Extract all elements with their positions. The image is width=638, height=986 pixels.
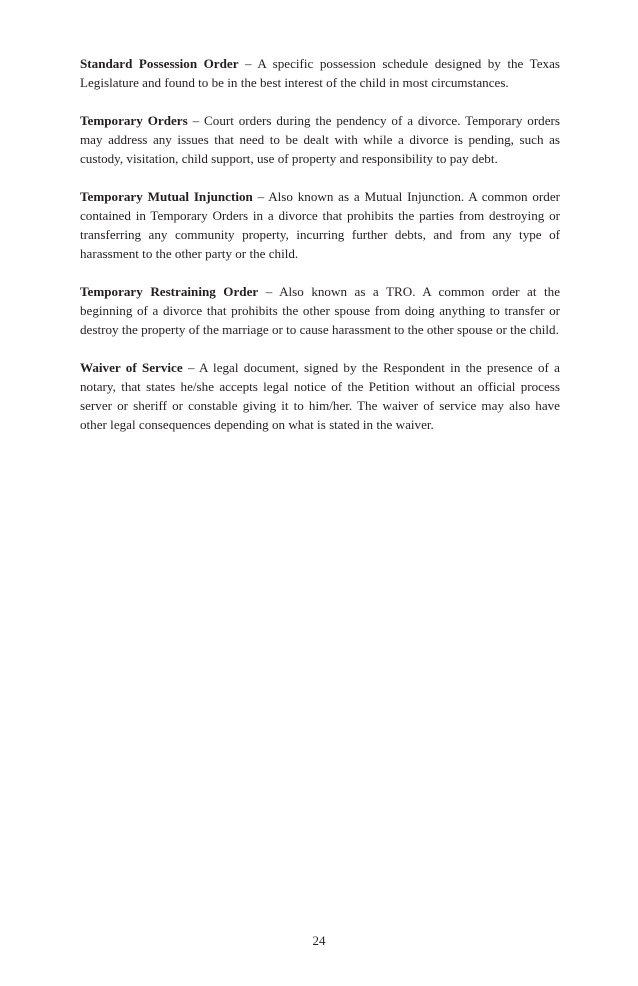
glossary-term: Standard Possession Order (80, 56, 239, 71)
glossary-definition: – Also known as a Mutual Injunction. A common order contained in Temporary Orders in a divorce that prohibits the parties from destroying or transferring any community property, incurring further debts, and from any type of harassment to the other party or the child. (80, 189, 560, 261)
glossary-section (80, 54, 560, 453)
glossary-term: Temporary Orders (80, 113, 188, 128)
glossary-definition: – Also known as a TRO. A common order at the beginning of a divorce that prohibits the other spouse from doing anything to transfer or destroy the property of the marriage or to cause harassment to the other spouse or the child. (80, 284, 561, 337)
glossary-definition: – A specific possession schedule designed by the Texas Legislature and found to be in the best interest of the child in most circumstances. (80, 56, 560, 90)
glossary-entry-temporary-mutual-injunction (80, 187, 560, 263)
glossary-definition: – A legal document, signed by the Respondent in the presence of a notary, that states he/she accepts legal notice of the Petition without an official process server or sheriff or constable giving it to him/her. The waiver of service may also have other legal consequences depending on what is stated in the waiver. (80, 360, 560, 432)
glossary-term: Temporary Mutual Injunction (80, 189, 253, 204)
glossary-entry-waiver-of-service (80, 358, 560, 434)
glossary-entry-temporary-restraining-order (80, 282, 560, 339)
glossary-definition: – Court orders during the pendency of a divorce. Temporary orders may address any issues that need to be dealt with while a divorce is pending, such as custody, visitation, child support, use of property and responsibility to pay debt. (80, 113, 560, 166)
glossary-term: Temporary Restraining Order (80, 284, 259, 299)
glossary-entry-temporary-orders (80, 111, 560, 168)
page-number: 24 (312, 933, 326, 948)
glossary-entry-standard-possession-order (80, 54, 560, 92)
glossary-term: Waiver of Service (80, 360, 183, 375)
